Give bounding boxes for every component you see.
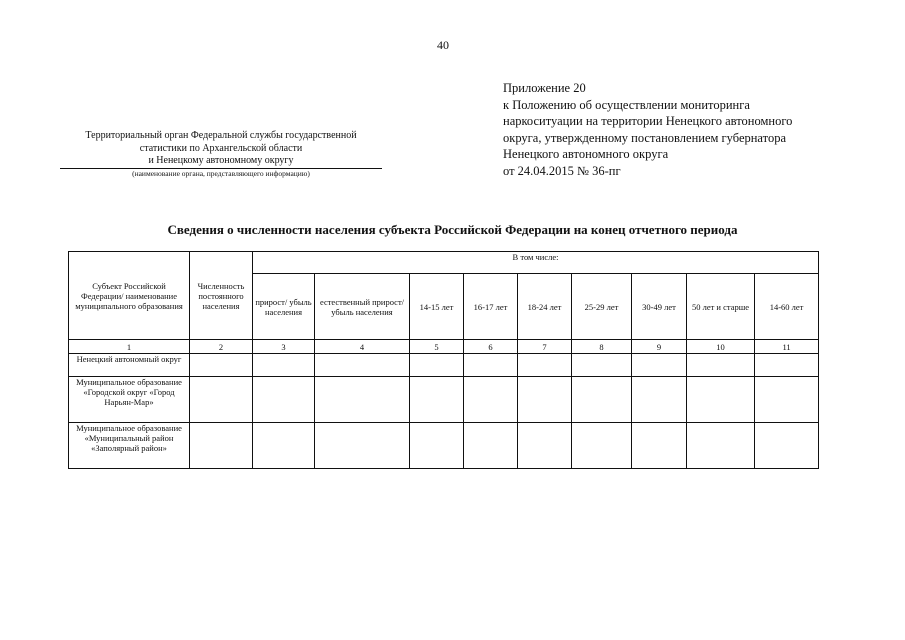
header-natural-growth: естественный прирост/убыль населения xyxy=(315,274,410,340)
header-population: Численность постоянного населения xyxy=(190,252,253,340)
table-cell xyxy=(518,423,572,469)
table-cell xyxy=(518,354,572,377)
column-number: 8 xyxy=(572,340,632,354)
column-number: 7 xyxy=(518,340,572,354)
header-age-18-24: 18-24 лет xyxy=(518,274,572,340)
table-cell xyxy=(687,377,755,423)
table-cell xyxy=(464,423,518,469)
table-cell xyxy=(190,354,253,377)
table-cell xyxy=(755,354,819,377)
column-number: 10 xyxy=(687,340,755,354)
table-cell xyxy=(410,354,464,377)
column-number: 3 xyxy=(253,340,315,354)
table-cell xyxy=(572,354,632,377)
column-number: 9 xyxy=(632,340,687,354)
table-cell xyxy=(572,423,632,469)
table-cell xyxy=(687,354,755,377)
table-cell xyxy=(410,377,464,423)
header-age-14-15: 14-15 лет xyxy=(410,274,464,340)
table-cell xyxy=(315,377,410,423)
table-cell xyxy=(464,354,518,377)
table-cell xyxy=(632,354,687,377)
table-cell xyxy=(410,423,464,469)
table-cell xyxy=(518,377,572,423)
appendix-block xyxy=(503,80,792,179)
column-number: 1 xyxy=(69,340,190,354)
table-cell xyxy=(755,423,819,469)
appendix-line: от 24.04.2015 № 36-пг xyxy=(503,163,621,178)
table-cell xyxy=(687,423,755,469)
org-caption: (наименование органа, представляющего информацию) xyxy=(132,168,310,178)
row-label-zapolyarny: Муниципальное образование «Муниципальный район «Заполярный район» xyxy=(69,423,190,469)
header-age-16-17: 16-17 лет xyxy=(464,274,518,340)
table-cell xyxy=(755,377,819,423)
header-including: В том числе: xyxy=(253,252,819,274)
table-cell xyxy=(632,377,687,423)
row-label-nao: Ненецкий автономный округ xyxy=(69,354,190,377)
population-table xyxy=(68,251,819,469)
org-name-line: статистики по Архангельской области xyxy=(139,142,303,154)
table-cell xyxy=(315,354,410,377)
table-cell xyxy=(315,423,410,469)
header-age-25-29: 25-29 лет xyxy=(572,274,632,340)
table-cell xyxy=(190,377,253,423)
row-label-naryan-mar: Муниципальное образование «Городской округ «Город Нарьян-Мар» xyxy=(69,377,190,423)
table-cell xyxy=(253,354,315,377)
table-cell xyxy=(253,423,315,469)
header-subject: Субъект Российской Федерации/ наименование муниципального образования xyxy=(69,252,190,340)
document-title: Сведения о численности населения субъекта Российской Федерации на конец отчетного периода xyxy=(167,222,738,237)
column-number: 11 xyxy=(755,340,819,354)
table-cell xyxy=(190,423,253,469)
table-cell xyxy=(464,377,518,423)
appendix-line: округа, утвержденному постановлением губернатора xyxy=(503,130,786,145)
table-cell xyxy=(572,377,632,423)
header-growth: прирост/ убыль населения xyxy=(253,274,315,340)
appendix-line: к Положению об осуществлении мониторинга xyxy=(503,97,750,112)
column-number: 4 xyxy=(315,340,410,354)
header-age-50-plus: 50 лет и старше xyxy=(687,274,755,340)
appendix-line: Ненецкого автономного округа xyxy=(503,147,669,161)
header-age-30-49: 30-49 лет xyxy=(632,274,687,340)
org-name-line: Территориальный орган Федеральной службы государственной xyxy=(85,130,357,141)
column-number: 6 xyxy=(464,340,518,354)
table-cell xyxy=(632,423,687,469)
page-number: 40 xyxy=(437,38,449,52)
appendix-line: наркоситуации на территории Ненецкого автономного xyxy=(503,114,793,128)
appendix-line: Приложение 20 xyxy=(503,81,586,95)
column-number: 5 xyxy=(410,340,464,354)
org-block xyxy=(60,130,382,179)
header-age-14-60: 14-60 лет xyxy=(755,274,819,340)
column-number: 2 xyxy=(190,340,253,354)
table-cell xyxy=(253,377,315,423)
org-name-line: и Ненецкому автономному округу xyxy=(60,155,382,169)
